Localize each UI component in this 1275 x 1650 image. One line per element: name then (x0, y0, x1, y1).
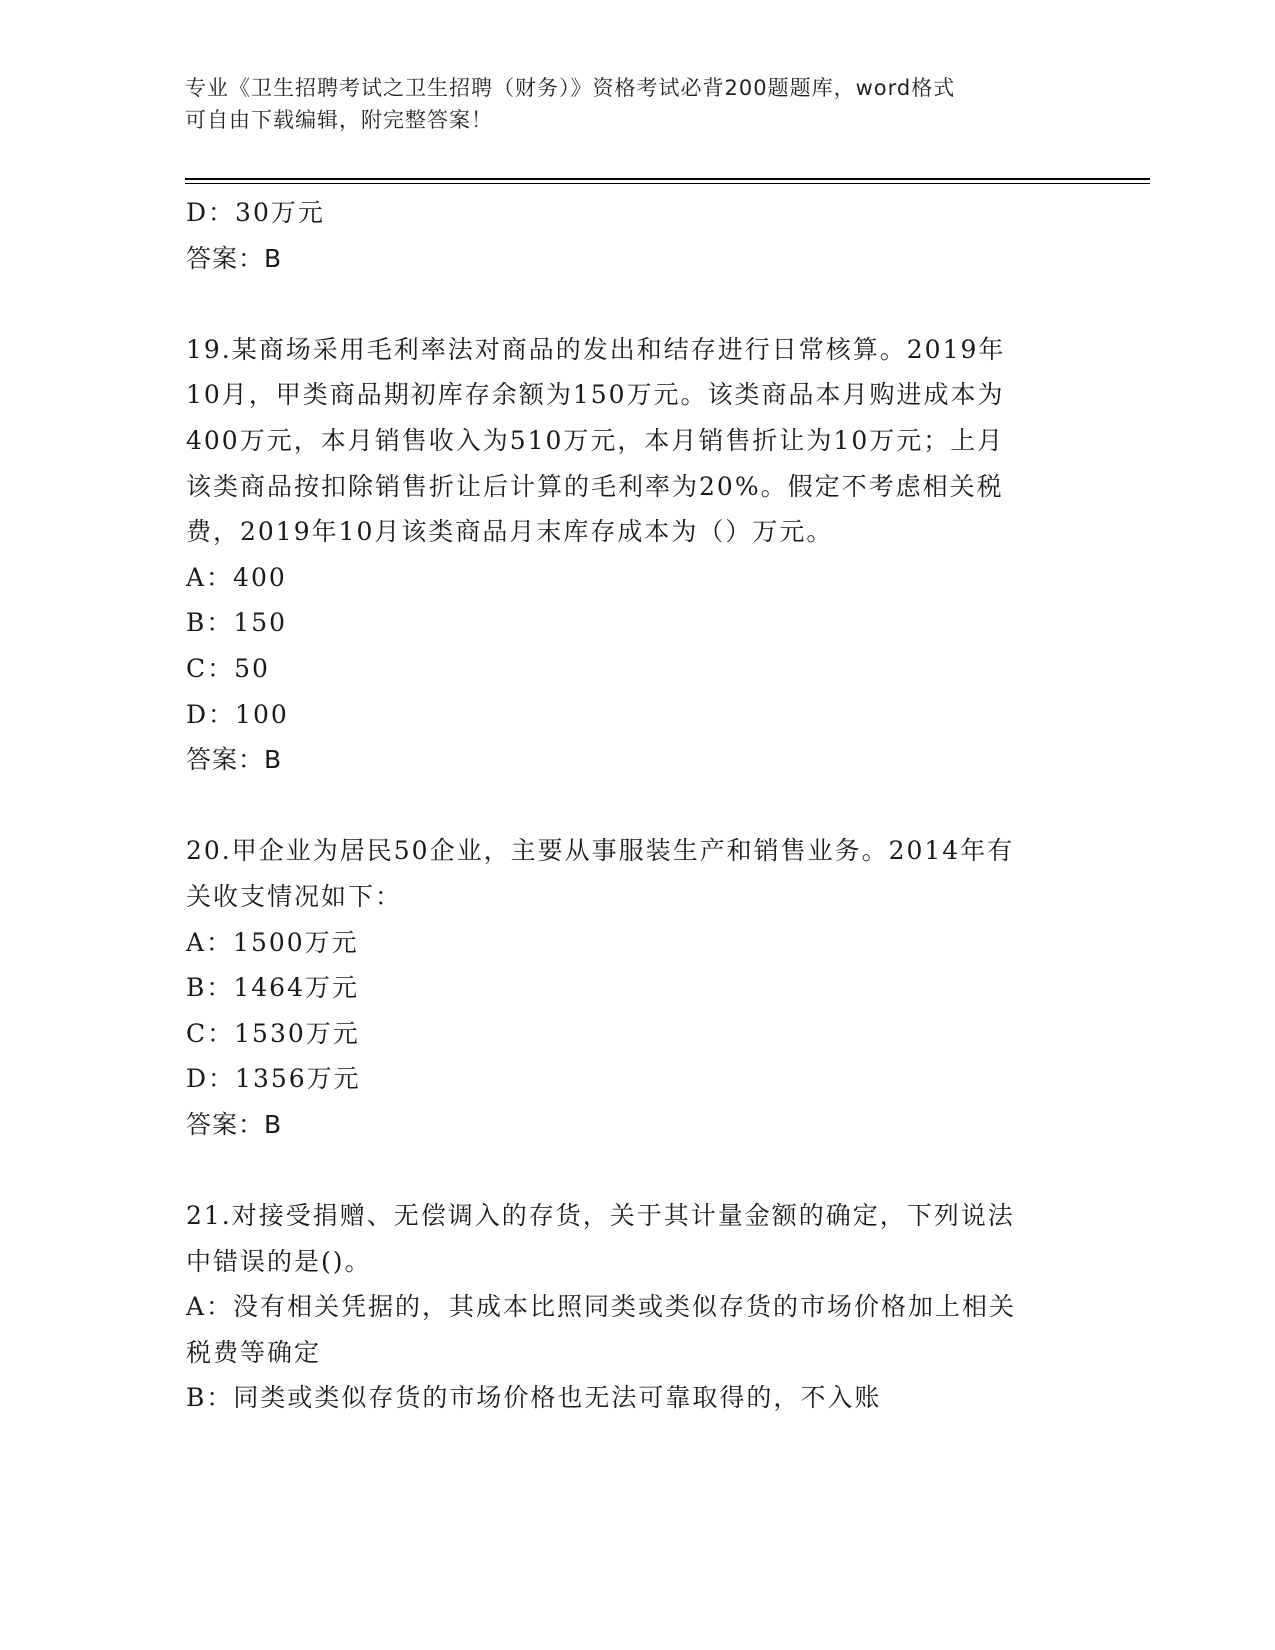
option-b: B：同类或类似存货的市场价格也无法可靠取得的，不入账 (186, 1383, 882, 1413)
option-a: A：没有相关凭据的，其成本比照同类或类似存货的市场价格加上相关 (186, 1292, 1017, 1322)
question-text-line: 该类商品按扣除销售折让后计算的毛利率为20%。假定不考虑相关税 (186, 471, 1004, 501)
spacer (186, 281, 1066, 327)
header-title-line-2: 可自由下载编辑，附完整答案！ (185, 108, 493, 132)
question-text-line: 中错误的是()。 (186, 1246, 372, 1276)
spacer (186, 1147, 1066, 1193)
question-text-line: 费，2019年10月该类商品月末库存成本为（）万元。 (186, 517, 834, 547)
question-text-line: 10月，甲类商品期初库存余额为150万元。该类商品本月购进成本为 (186, 380, 1005, 410)
question-20 (186, 828, 1066, 1147)
question-text-line: 20.甲企业为居民50企业，主要从事服装生产和销售业务。2014年有 (186, 836, 1015, 866)
option-b: B：1464万元 (186, 973, 359, 1003)
prev-option-d: D：30万元 (186, 198, 325, 227)
option-c: C：50 (186, 653, 270, 683)
question-text-line: 21.对接受捐赠、无偿调入的存货，关于其计量金额的确定，下列说法 (186, 1201, 1015, 1231)
header-rule-thick (185, 178, 1150, 180)
question-content (186, 190, 1066, 1421)
option-d: D：1356万元 (186, 1064, 361, 1094)
answer: 答案：B (186, 745, 283, 775)
question-text-line: 关收支情况如下： (186, 881, 403, 911)
question-19 (186, 327, 1066, 783)
option-b: B：150 (186, 608, 288, 638)
document-header (185, 72, 1065, 136)
answer: 答案：B (186, 1109, 283, 1139)
header-title-line-1: 专业《卫生招聘考试之卫生招聘（财务）》资格考试必背200题题库，word格式 (185, 76, 956, 100)
option-a-continued: 税费等确定 (186, 1337, 322, 1367)
option-c: C：1530万元 (186, 1018, 360, 1048)
option-d: D：100 (186, 699, 289, 729)
header-rule-thin (185, 183, 1150, 184)
prev-answer: 答案：B (186, 243, 283, 273)
spacer (186, 783, 1066, 829)
option-a: A：1500万元 (186, 927, 359, 957)
option-a: A：400 (186, 562, 287, 592)
question-21 (186, 1193, 1066, 1421)
question-text-line: 400万元，本月销售收入为510万元，本月销售折让为10万元；上月 (186, 425, 1005, 455)
question-text-line: 19.某商场采用毛利率法对商品的发出和结存进行日常核算。2019年 (186, 334, 1006, 364)
